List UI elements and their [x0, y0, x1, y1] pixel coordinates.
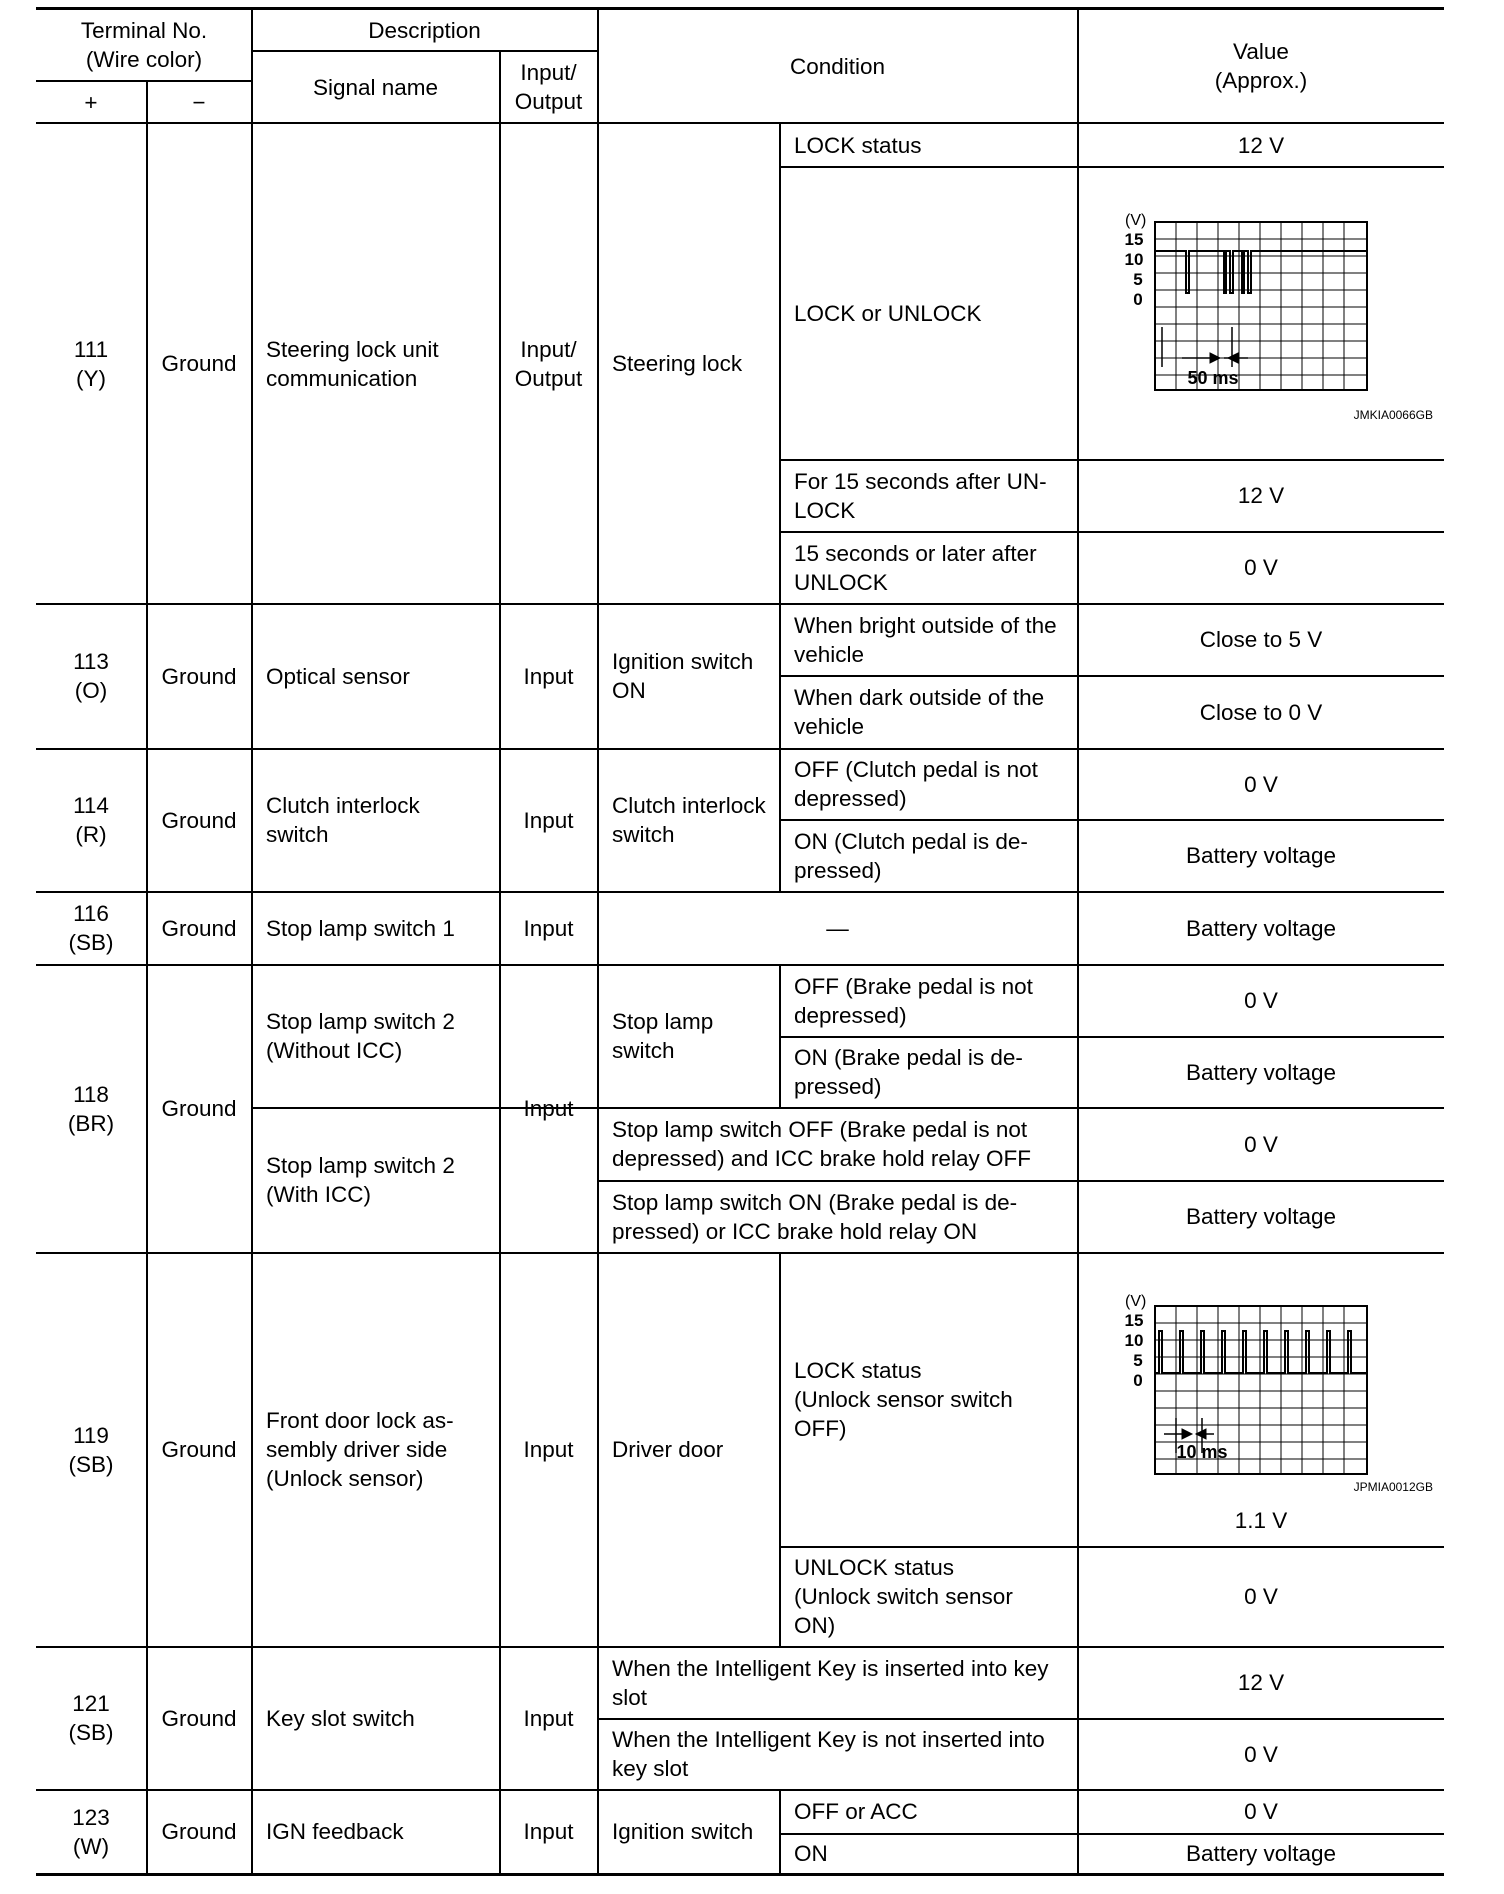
condition: Stop lamp switch OFF (Brake pedal is not depressed) and ICC brake hold relay OFF	[612, 1117, 1031, 1171]
value: Battery voltage	[1185, 843, 1337, 868]
signal-name: Optical sensor	[266, 663, 410, 689]
header-plus: +	[84, 89, 98, 115]
signal-name: IGN feedback	[266, 1819, 404, 1844]
header-input-output: Input/ Output	[514, 60, 583, 114]
condition: Stop lamp switch	[612, 1009, 714, 1063]
value: Close to 5 V	[1199, 627, 1323, 652]
waveform-tick: 15	[1124, 230, 1144, 249]
value: 1.1 V	[1234, 1507, 1288, 1533]
waveform-tick: 10	[1124, 1331, 1144, 1350]
terminal-number: 113 (O)	[73, 649, 109, 703]
signal-name: Stop lamp switch 2 (With ICC)	[266, 1153, 455, 1207]
header-description: Description	[368, 17, 481, 43]
terminal-number: 119 (SB)	[68, 1422, 114, 1477]
sub-condition: ON (Clutch pedal is de- pressed)	[794, 828, 1028, 883]
value: 0 V	[1244, 1584, 1278, 1609]
condition: Stop lamp switch ON (Brake pedal is de- pressed) or ICC brake hold relay ON	[612, 1189, 1018, 1244]
ground-label: Ground	[161, 663, 237, 689]
condition: Driver door	[612, 1437, 724, 1462]
condition: Ignition switch	[612, 1819, 754, 1844]
condition: Ignition switch ON	[612, 649, 754, 703]
value: 0 V	[1244, 555, 1278, 580]
value: 12 V	[1237, 483, 1285, 508]
ground-label: Ground	[161, 915, 237, 941]
ground-label: Ground	[161, 351, 237, 376]
ground-label: Ground	[161, 1437, 237, 1462]
sub-condition: OFF or ACC	[794, 1799, 918, 1824]
value: 0 V	[1244, 771, 1278, 797]
value: Battery voltage	[1185, 1059, 1337, 1085]
value: 12 V	[1237, 1670, 1285, 1695]
signal-name: Key slot switch	[266, 1705, 415, 1731]
value: Battery voltage	[1185, 1204, 1337, 1229]
sub-condition: OFF (Clutch pedal is not depressed)	[794, 757, 1038, 811]
sub-condition: LOCK or UNLOCK	[794, 300, 982, 326]
waveform-tick: 5	[1133, 1351, 1143, 1370]
sub-condition: OFF (Brake pedal is not depressed)	[794, 973, 1033, 1028]
value: Battery voltage	[1185, 915, 1337, 941]
waveform-tick: 10	[1124, 250, 1144, 269]
value: 0 V	[1244, 1741, 1278, 1767]
waveform-tick: 5	[1133, 270, 1143, 289]
signal-name: Stop lamp switch 1	[266, 915, 455, 941]
waveform-chart-steering-lock	[1078, 167, 1444, 459]
table-bottom-border	[36, 1873, 1444, 1876]
ground-label: Ground	[161, 807, 237, 833]
signal-name: Stop lamp switch 2 (Without ICC)	[266, 1009, 455, 1063]
io-type: Input	[523, 1705, 574, 1731]
value: 0 V	[1244, 1131, 1278, 1157]
signal-name: Front door lock as- sembly driver side (Unlock sensor)	[266, 1408, 454, 1491]
waveform-chart-unlock-sensor	[1078, 1253, 1444, 1503]
io-type: Input	[523, 807, 574, 833]
io-type: Input	[523, 663, 574, 689]
condition: Clutch interlock switch	[612, 793, 766, 847]
header-value: Value (Approx.)	[1214, 39, 1308, 93]
value: 0 V	[1244, 1799, 1278, 1824]
sub-condition: LOCK status	[794, 132, 922, 158]
sub-condition: When bright outside of the vehicle	[794, 612, 1057, 667]
waveform-tick: 0	[1133, 1371, 1143, 1390]
condition-none: —	[826, 915, 849, 941]
sub-condition: ON	[794, 1841, 828, 1866]
header-signal-name: Signal name	[312, 74, 439, 100]
waveform-unit: (V)	[1125, 1293, 1147, 1310]
waveform-tick: 0	[1133, 290, 1143, 309]
terminal-number: 114 (R)	[73, 793, 109, 847]
sub-condition: When dark outside of the vehicle	[794, 685, 1045, 739]
terminal-number: 123 (W)	[72, 1804, 110, 1859]
terminal-number: 116 (SB)	[68, 901, 114, 955]
value: Battery voltage	[1185, 1841, 1337, 1866]
signal-name: Clutch interlock switch	[266, 793, 420, 847]
condition: Steering lock	[612, 351, 743, 376]
waveform-time-label: 10 ms	[1176, 1442, 1228, 1462]
figure-code: JPMIA0012GB	[1353, 1480, 1433, 1494]
terminal-number: 121 (SB)	[68, 1691, 114, 1745]
waveform-tick: 15	[1124, 1311, 1144, 1330]
terminal-number: 118 (BR)	[67, 1081, 115, 1136]
waveform-time-label: 50 ms	[1187, 368, 1239, 388]
sub-condition: 15 seconds or later after UNLOCK	[794, 540, 1037, 595]
sub-condition: LOCK status (Unlock sensor switch OFF)	[794, 1358, 1013, 1441]
condition: When the Intelligent Key is inserted into key slot	[612, 1655, 1049, 1710]
signal-name: Steering lock unit communication	[266, 336, 439, 391]
figure-code: JMKIA0066GB	[1353, 408, 1433, 422]
header-minus: −	[192, 89, 206, 115]
condition: When the Intelligent Key is not inserted into key slot	[612, 1727, 1045, 1781]
ground-label: Ground	[161, 1819, 237, 1844]
header-condition: Condition	[789, 53, 886, 79]
sub-condition: For 15 seconds after UN- LOCK	[794, 468, 1047, 523]
terminal-number: 111 (Y)	[73, 336, 109, 391]
io-type: Input	[523, 915, 574, 941]
io-type: Input	[523, 1437, 574, 1462]
io-type: Input/ Output	[514, 336, 583, 391]
ground-label: Ground	[161, 1705, 237, 1731]
waveform-unit: (V)	[1125, 212, 1147, 229]
value: 0 V	[1244, 988, 1278, 1013]
io-type: Input	[523, 1096, 574, 1121]
value: 12 V	[1237, 132, 1285, 158]
io-type: Input	[523, 1819, 574, 1844]
ground-label: Ground	[161, 1096, 237, 1121]
sub-condition: ON (Brake pedal is de- pressed)	[794, 1045, 1023, 1099]
header-terminal-no: Terminal No. (Wire color)	[80, 18, 208, 72]
sub-condition: UNLOCK status (Unlock switch sensor ON)	[794, 1555, 1013, 1638]
value: Close to 0 V	[1199, 699, 1323, 725]
